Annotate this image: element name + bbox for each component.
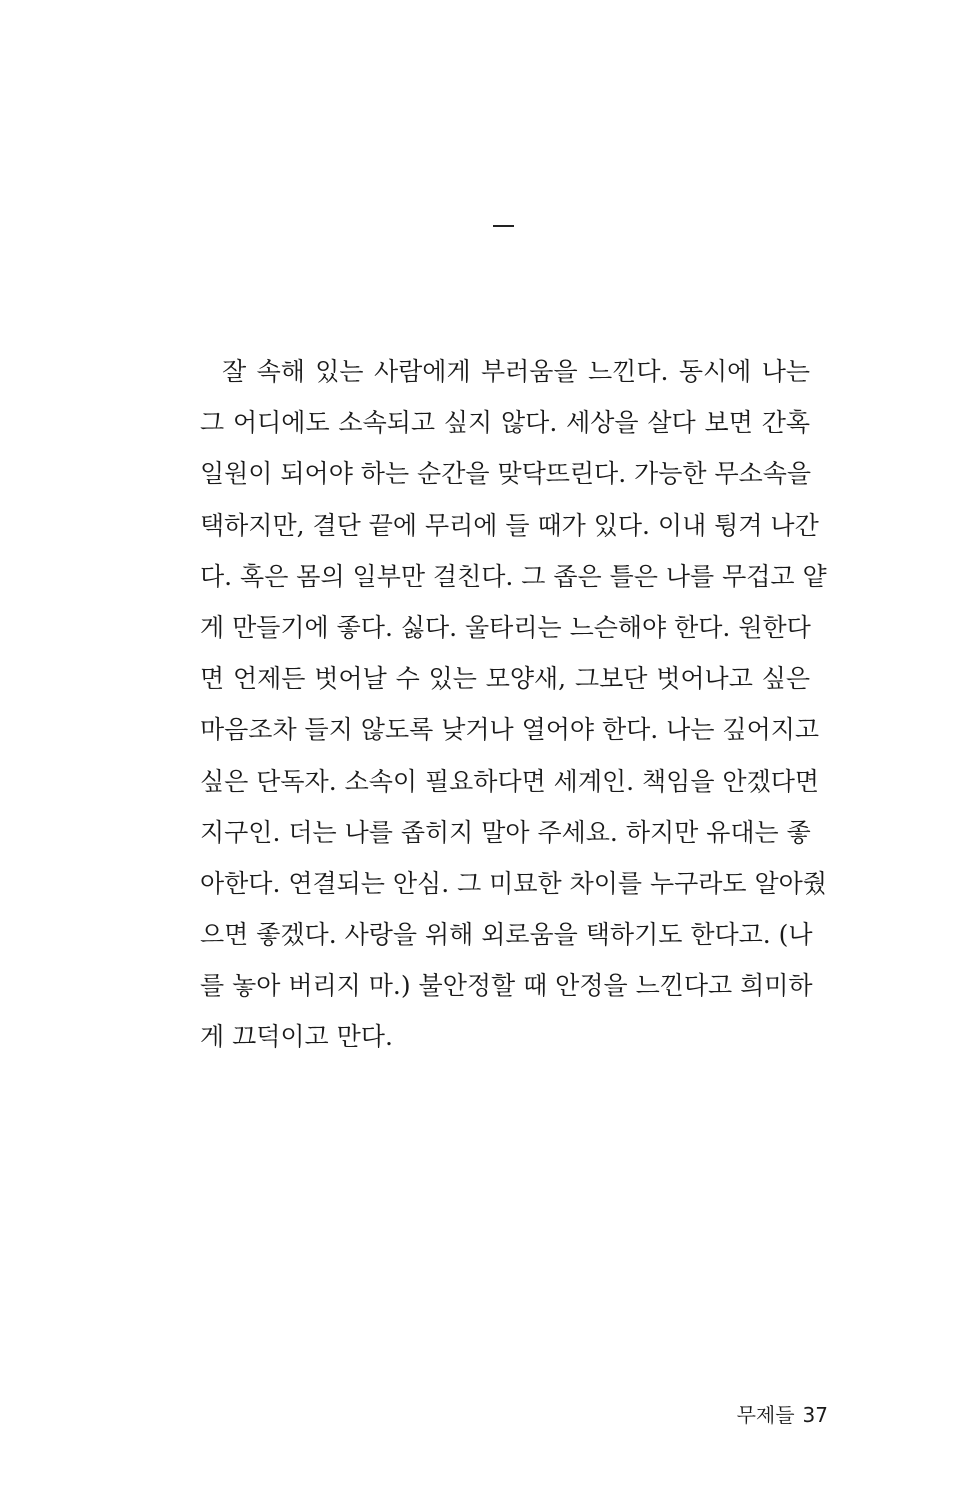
paragraph-line: 으면 좋겠다. 사랑을 위해 외로움을 택하기도 한다고. (나: [200, 920, 813, 950]
page-number: 37: [802, 1403, 828, 1427]
paragraph-line: 게 끄덕이고 만다.: [200, 1022, 393, 1052]
paragraph-line: 면 언제든 벗어날 수 있는 모양새, 그보단 벗어나고 싶은: [200, 664, 810, 694]
page-footer: [737, 1400, 828, 1430]
paragraph-line: 그 어디에도 소속되고 싶지 않다. 세상을 살다 보면 간혹: [200, 408, 810, 438]
paragraph-line: 를 놓아 버리지 마.) 불안정할 때 안정을 느낀다고 희미하: [200, 971, 813, 1001]
paragraph-line: 다. 혹은 몸의 일부만 걸친다. 그 좁은 틀은 나를 무겁고 얕: [200, 561, 827, 591]
paragraph-line: 지구인. 더는 나를 좁히지 말아 주세요. 하지만 유대는 좋: [200, 817, 811, 847]
paragraph-line: 잘 속해 있는 사람에게 부러움을 느낀다. 동시에 나는: [222, 357, 810, 386]
paragraph-line: 택하지만, 결단 끝에 무리에 들 때가 있다. 이내 튕겨 나간: [200, 510, 819, 540]
body-paragraph: [200, 346, 827, 1063]
paragraph-line: 마음조차 들지 않도록 낮거나 열어야 한다. 나는 깊어지고: [200, 715, 820, 745]
paragraph-line: 아한다. 연결되는 안심. 그 미묘한 차이를 누구라도 알아줬: [200, 868, 827, 898]
running-section-title: 무제들: [736, 1403, 795, 1427]
section-divider-dash: [493, 225, 514, 227]
paragraph-line: 일원이 되어야 하는 순간을 맞닥뜨린다. 가능한 무소속을: [200, 459, 812, 489]
paragraph-line: 싶은 단독자. 소속이 필요하다면 세계인. 책임을 안겠다면: [200, 766, 820, 796]
paragraph-line: 게 만들기에 좋다. 싫다. 울타리는 느슨해야 한다. 원한다: [200, 612, 811, 642]
